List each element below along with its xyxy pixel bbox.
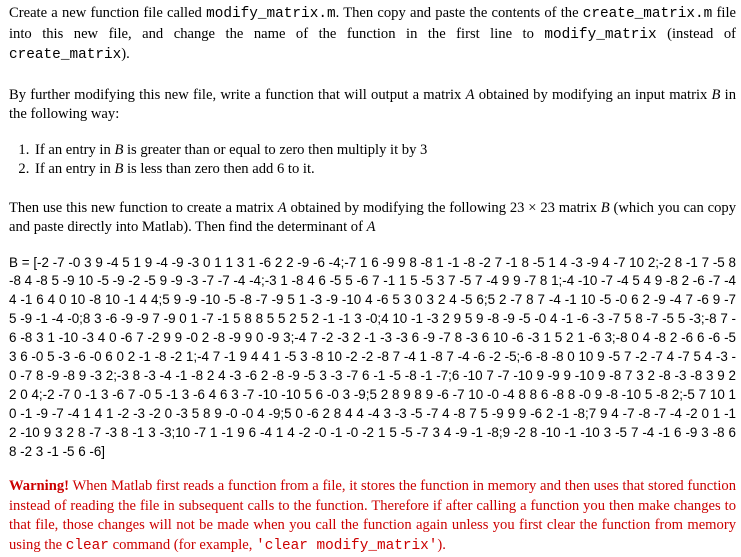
modification-paragraph: By further modifying this new file, write a function that will output a matrix A obtained by modifying an input matrix B in the following way: bbox=[9, 86, 737, 122]
rule-item-1: 1. If an entry in B is greater than or equal to zero then multiply it by 3 bbox=[33, 141, 736, 161]
determinant-paragraph: Then use this new function to create a matrix A obtained by modifying the following 23 × 23 matrix B (which you can copy and paste directly into Matlab). Then find the determinant of A bbox=[9, 199, 736, 235]
source-filename-code: create_matrix.m bbox=[582, 6, 713, 22]
var-b: B bbox=[711, 86, 721, 103]
var-b: B bbox=[600, 199, 610, 216]
rules-list bbox=[9, 141, 736, 180]
question-document bbox=[9, 4, 736, 556]
filename-code: modify_matrix.m bbox=[206, 6, 336, 22]
rule-item-2: 2. If an entry in B is less than zero then add 6 to it. bbox=[33, 160, 736, 180]
clear-example-code: 'clear modify_matrix' bbox=[256, 537, 438, 554]
warning-label: Warning! bbox=[9, 478, 70, 495]
matrix-definition: B = [-2 -7 -0 3 9 -4 5 1 9 -4 -9 -3 0 1 1 3 1 -6 2 2 -9 -6 -4;-7 1 6 -9 9 8 -8 1 -1 -8 -2 7 -1 8 -5 1 4 -3 -9 4 -7 10 2;-2 8 -1 7 -5 8 -8 4 -8 5 -9 10 -5 -9 -2 -5 9 -9 -3 -7 -7 -4 -4;-3 1 -8 4 6 -5 5 -6 7 -1 1 5 -5 3 7 -5 7 -4 9 9 -7 8 1;-4 -10 -7 -4 5 4 9 -8 2 -6 -7 -4 4 -1 6 4 0 10 -8 10 -1 4 4;5 9 -9 -10 -5 -8 -7 -9 5 1 -3 -9 -10 4 -6 5 3 0 3 2 4 -5 6;5 2 -7 8 7 -4 -1 10 -5 -0 6 2 -9 -4 7 -6 9 -7 5 -9 -1 -4 -0;8 3 -6 -9 -9 7 -9 0 1 -7 -1 5 8 8 5 5 2 5 2 -1 -1 3 -0;4 10 -1 -3 2 9 5 9 -8 -9 -5 -0 4 -1 -6 -3 -7 5 8 -7 -5 5 -3;-8 7 -6 -8 3 1 -10 -3 4 0 -6 7 -2 9 9 -0 2 -8 -9 9 0 -9 3;-4 7 -2 -3 2 -1 -3 -3 6 -9 -7 8 -3 6 10 -6 -3 1 5 2 1 -6 3;-8 0 4 -8 2 -6 6 -6 -5 3 6 -0 5 -3 -6 -0 6 0 2 -1 -8 -2 1;-4 7 -1 9 4 4 1 -5 3 -8 10 -2 -2 -8 7 -4 1 -8 7 -4 -6 -2 -5;-6 -8 -8 0 10 9 -5 7 -2 -7 4 -7 5 4 -3 -0 -7 8 -9 -8 9 -3 2;-3 8 -3 -4 -1 -8 2 4 -3 -6 2 -8 -9 -5 3 -3 -7 6 -1 -5 -8 -1 -7;6 -10 7 -7 -10 9 -9 9 -10 9 -8 7 3 2 -8 -3 -8 3 9 2 2 0 4;-2 -7 0 -1 3 -6 7 -0 5 -1 3 -6 4 6 3 -7 -10 -10 5 6 -0 3 -9;5 2 8 9 8 9 -6 -7 10 -0 -4 8 8 6 -8 8 -0 9 -8 -10 5 -8 2;-5 7 10 10 -1 -9 -7 -4 1 4 1 -2 -3 -2 0 -3 5 8 9 -0 -0 4 -9;5 0 -6 2 8 4 4 -4 3 -3 -5 -7 4 -8 7 5 -9 9 9 -6 2 -1 -8;7 9 4 -7 -8 -7 -4 -2 0 1 -1 2 -10 9 3 2 8 -7 -3 8 -1 3 -3;10 -7 1 -1 9 6 -4 1 4 -2 -0 -1 -0 -2 1 5 -5 -7 3 4 -9 -1 -8;9 -2 8 -10 -1 -10 3 -5 7 -4 -1 6 -9 3 -8 6 8 -2 3 -1 -5 6 -6] bbox=[9, 254, 736, 459]
function-name-code: modify_matrix bbox=[544, 26, 657, 43]
var-a: A bbox=[366, 219, 376, 235]
var-a: A bbox=[465, 86, 475, 103]
instructions-paragraph: Create a new function file called modify_matrix.m. Then copy and paste the contents of the create_matrix.m file into this new file, and change the name of the function in the first line to modify_matrix (instead of create_matrix). bbox=[9, 5, 736, 63]
var-b: B bbox=[114, 161, 124, 177]
old-function-name-code: create_matrix bbox=[9, 47, 122, 63]
var-b: B bbox=[114, 141, 124, 158]
warning-paragraph: Warning! When Matlab first reads a function from a file, it stores the function in memory and then uses that stored function instead of reading the file in subsequent calls to the function. Therefore if after calling a function you then make changes to that file, those changes will not be made when you call the function again unless you first clear the function from memory using the clear command (for example, 'clear modify_matrix'). bbox=[9, 478, 736, 554]
var-a: A bbox=[277, 199, 287, 216]
clear-command-code: clear bbox=[65, 537, 109, 554]
